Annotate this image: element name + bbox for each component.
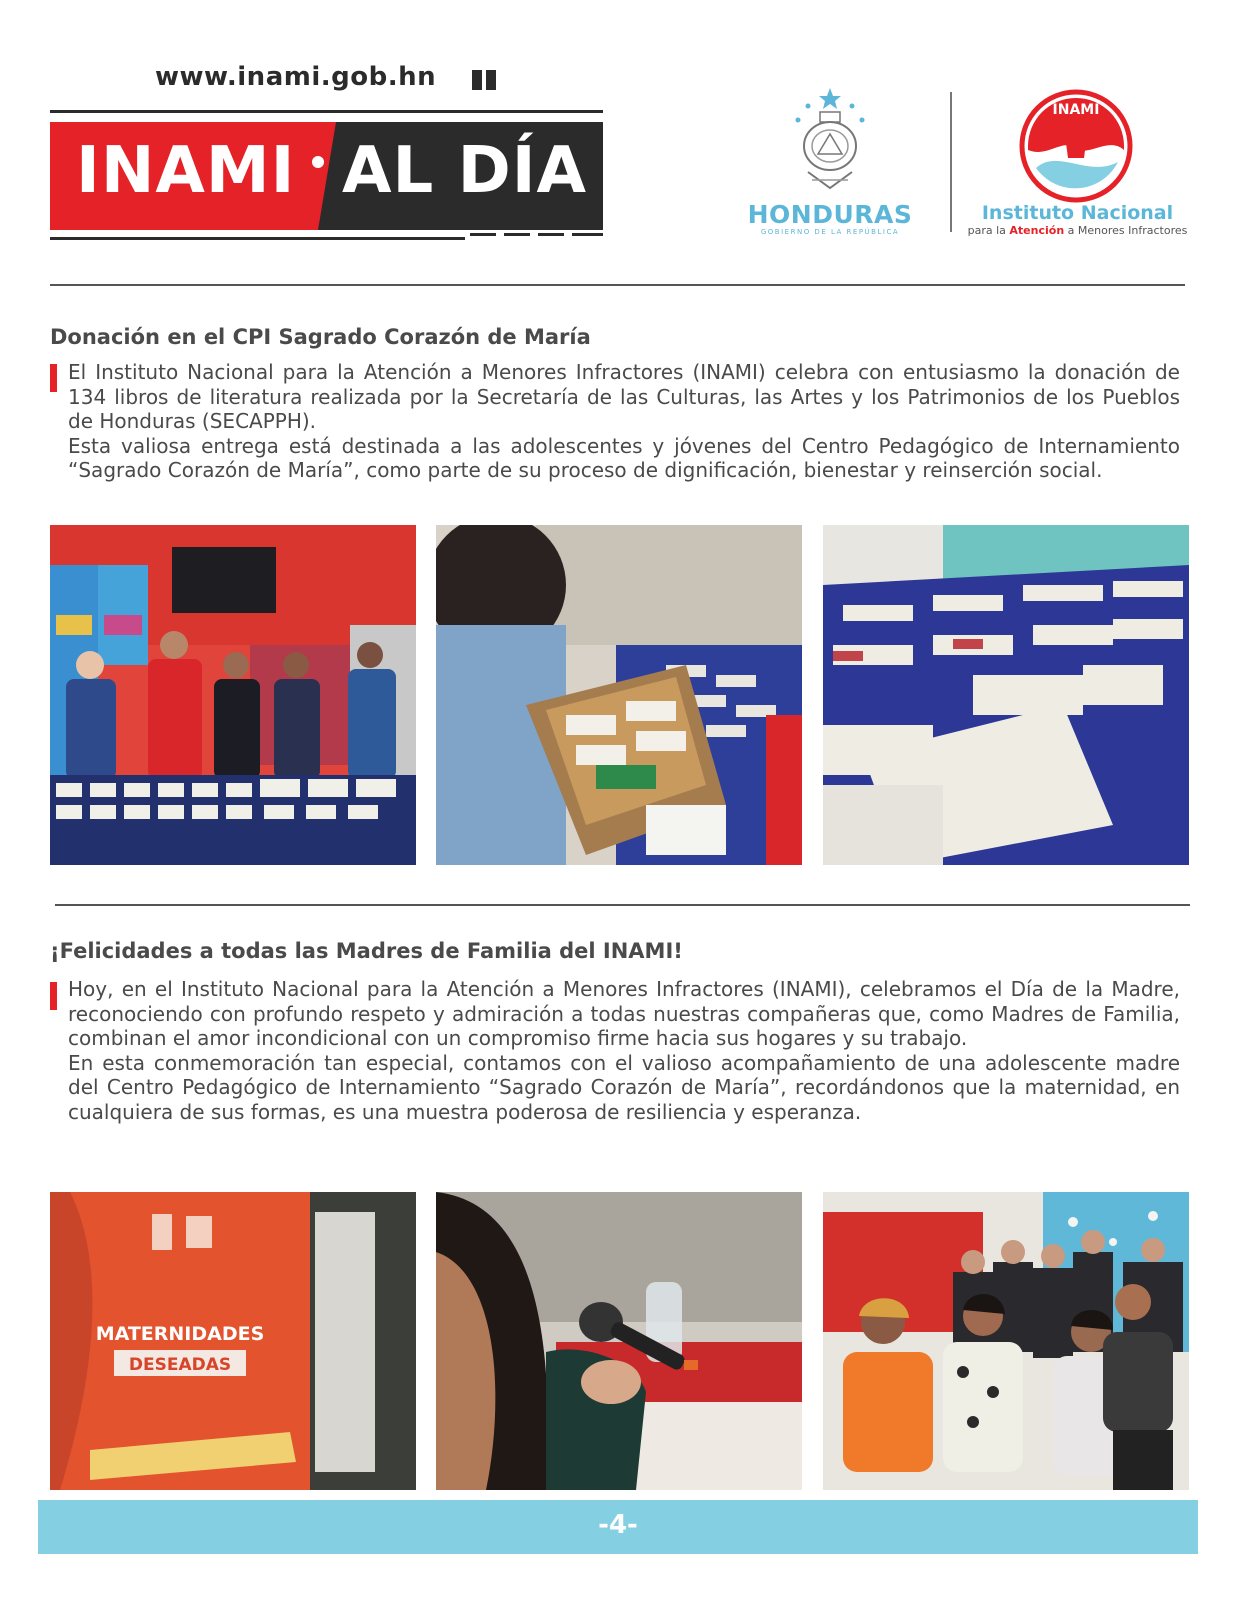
article2-title: ¡Felicidades a todas las Madres de Familia del INAMI!: [50, 939, 683, 963]
banner-bottom-rule: [50, 237, 465, 240]
article2-paragraph-1: Hoy, en el Instituto Nacional para la Atención a Menores Infractores (INAMI), celebramos el Día de la Madre, reconociendo con profundo respeto y admiración a todas nuestras compañeras que, como Madres de Familia, combinan el amor incondicional con un compromiso firme hacia sus hogares y su trabajo.: [68, 977, 1180, 1051]
institute-name: Instituto Nacional: [981, 202, 1174, 224]
url-bars-decoration: [472, 70, 498, 90]
inami-al-dia-banner: [50, 122, 603, 230]
article1-red-marker: [50, 364, 57, 392]
article-divider: [55, 904, 1190, 906]
photo-speaker-microphone: [436, 1192, 802, 1490]
photo-mothers-audience: [823, 1192, 1189, 1490]
logo-divider: [950, 92, 952, 232]
banner-dot: [312, 156, 324, 168]
page-number: -4-: [598, 1510, 638, 1540]
inami-seal-icon: [1018, 88, 1134, 204]
photo-opening-book-box: [436, 525, 802, 865]
honduras-coat-of-arms-icon: [790, 88, 870, 198]
inami-seal-text: INAMI: [1052, 102, 1100, 118]
honduras-subtitle: GOBIERNO DE LA REPÚBLICA: [760, 228, 900, 236]
article1-paragraph-2: Esta valiosa entrega está destinada a las adolescentes y jóvenes del Centro Pedagógico de Internamiento “Sagrado Corazón de María”, como parte de su proceso de dignificación, bienestar y reinserción social.: [68, 433, 1180, 483]
banner-title-right: AL DÍA: [342, 134, 588, 208]
honduras-name: HONDURAS: [747, 200, 913, 229]
photo-maternidades-deseadas-screen: [50, 1192, 416, 1490]
institute-subtitle-post: a Menores Infractores: [1064, 224, 1188, 237]
article2-red-marker: [50, 982, 57, 1010]
banner-title-left: INAMI: [76, 134, 296, 208]
header-divider: [50, 284, 1185, 286]
banner-bottom-ticks: [470, 233, 603, 236]
article1-title: Donación en el CPI Sagrado Corazón de María: [50, 325, 591, 349]
photo-books-on-table: [823, 525, 1189, 865]
article1-paragraph-1: El Instituto Nacional para la Atención a Menores Infractores (INAMI) celebra con entusiasmo la donación de 134 libros de literatura realizada por la Secretaría de las Culturas, las Artes y los Patrimonios de los Pueblos de Honduras (SECAPPH).: [68, 360, 1180, 434]
site-url[interactable]: www.inami.gob.hn: [155, 62, 437, 92]
article1-body: [68, 360, 1180, 483]
article2-paragraph-2: En esta conmemoración tan especial, contamos con el valioso acompañamiento de una adolescente madre del Centro Pedagógico de Internamiento “Sagrado Corazón de María”, recordándonos que la maternidad, en cualquiera de sus formas, es una muestra poderosa de resiliencia y esperanza.: [68, 1050, 1180, 1124]
banner-top-rule: [50, 110, 603, 113]
institute-subtitle-accent: Atención: [1009, 224, 1065, 237]
photo-book-donation-group: [50, 525, 416, 865]
screen-text-deseadas: DESEADAS: [128, 1355, 232, 1375]
screen-text-maternidades: MATERNIDADES: [95, 1323, 265, 1345]
institute-subtitle-pre: para la: [967, 224, 1010, 237]
institute-subtitle: [960, 224, 1195, 237]
article2-body: [68, 977, 1180, 1125]
